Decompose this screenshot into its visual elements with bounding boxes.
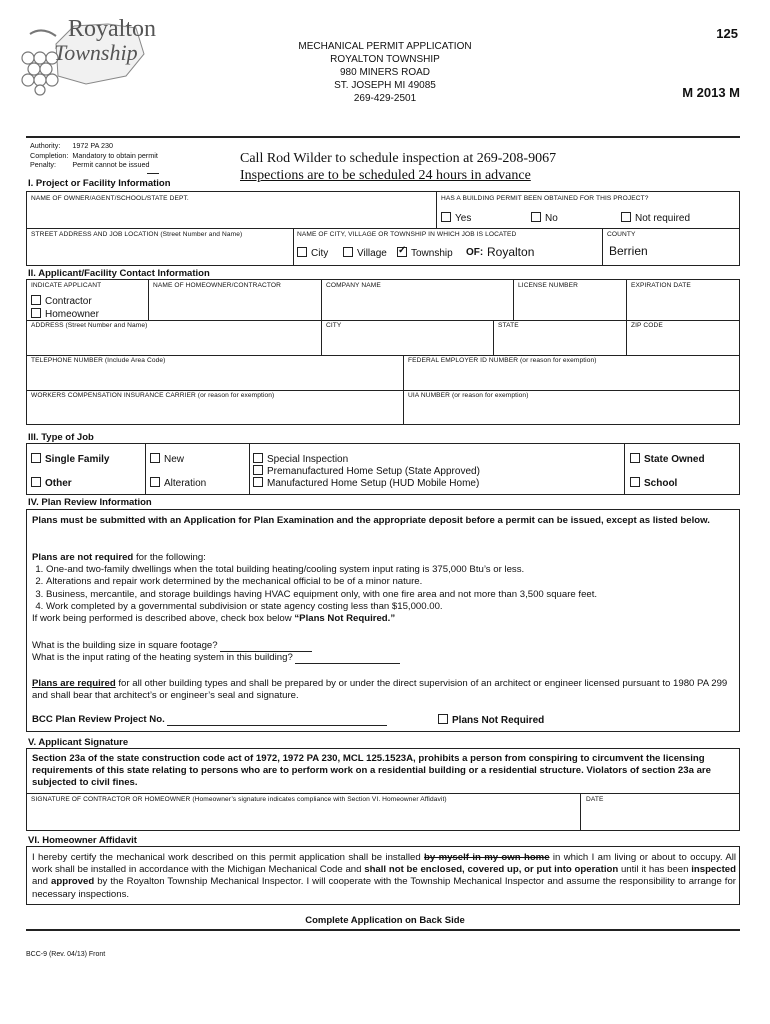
affidavit-text-1: I hereby certify the mechanical work described on this permit application shall be installed xyxy=(32,852,425,863)
premanufactured-checkbox[interactable] xyxy=(253,465,263,475)
input-rating-field[interactable] xyxy=(295,653,400,664)
penalty-value: Permit cannot be issued xyxy=(72,160,150,169)
s2-col-a xyxy=(148,279,149,320)
state-owned-label: State Owned xyxy=(644,454,705,465)
telephone-label: TELEPHONE NUMBER (Include Area Code) xyxy=(31,357,166,364)
street-address-label: STREET ADDRESS AND JOB LOCATION (Street Number and Name) xyxy=(31,231,243,238)
city-village-township-label: NAME OF CITY, VILLAGE OR TOWNSHIP IN WHICH JOB IS LOCATED xyxy=(297,231,517,238)
completion-value: Mandatory to obtain permit xyxy=(72,150,158,160)
license-number-field[interactable] xyxy=(517,292,623,318)
other-option[interactable] xyxy=(31,477,72,489)
zip-code-field[interactable] xyxy=(630,331,736,353)
header-divider xyxy=(26,136,740,138)
township-option[interactable] xyxy=(397,247,453,259)
contractor-option[interactable] xyxy=(31,295,92,307)
org-address-line2: ST. JOSEPH MI 49085 xyxy=(334,80,436,91)
permit-no-label: No xyxy=(545,213,558,224)
expiration-date-label: EXPIRATION DATE xyxy=(631,282,691,289)
alteration-option[interactable] xyxy=(150,477,206,489)
exemption-list xyxy=(32,564,736,613)
municipality-value[interactable]: Royalton xyxy=(487,245,535,259)
city-option[interactable] xyxy=(297,247,328,259)
village-option[interactable] xyxy=(343,247,387,259)
workers-comp-label: WORKERS COMPENSATION INSURANCE CARRIER (or reason for exemption) xyxy=(31,392,275,399)
plans-not-required-heading xyxy=(32,552,736,564)
zip-code-label: ZIP CODE xyxy=(631,322,663,329)
building-size-field[interactable] xyxy=(220,641,312,652)
exemption-item: 2. Alterations and repair work determined by the mechanical official to be of a minor nature. xyxy=(46,576,736,588)
homeowner-checkbox[interactable] xyxy=(31,308,41,318)
township-option-label: Township xyxy=(411,248,453,259)
plans-not-required-checkbox[interactable] xyxy=(438,714,448,724)
village-checkbox[interactable] xyxy=(343,247,353,257)
penalty-label: Penalty: xyxy=(30,160,56,169)
section5-title: V. Applicant Signature xyxy=(28,737,129,748)
section1-col-divider3 xyxy=(602,228,603,266)
indicate-applicant-label: INDICATE APPLICANT xyxy=(31,282,102,289)
permit-yes-option[interactable] xyxy=(441,212,471,224)
city-field[interactable] xyxy=(325,331,490,353)
call-note-line2: Inspections are to be scheduled 24 hours in advance xyxy=(240,168,531,183)
section1-title: I. Project or Facility Information xyxy=(28,178,171,189)
if-work-text: If work being performed is described above, check box below xyxy=(32,613,295,625)
plans-not-required-option-label: Plans Not Required xyxy=(452,715,545,726)
section6-title: VI. Homeowner Affidavit xyxy=(28,835,137,846)
homeowner-option-label: Homeowner xyxy=(45,309,99,320)
section3-title: III. Type of Job xyxy=(28,432,94,443)
of-label: OF: xyxy=(466,247,484,258)
form-header xyxy=(260,40,510,105)
input-rating-label: What is the input rating of the heating system in this building? xyxy=(32,652,293,663)
logo-text-township: Township xyxy=(54,40,138,65)
village-option-label: Village xyxy=(357,248,387,259)
form-title: MECHANICAL PERMIT APPLICATION xyxy=(298,41,472,52)
fein-field[interactable] xyxy=(407,366,736,388)
new-checkbox[interactable] xyxy=(150,453,160,463)
permit-not-required-checkbox[interactable] xyxy=(621,212,631,222)
homeowner-contractor-name-field[interactable] xyxy=(152,292,318,318)
s3-col-a xyxy=(145,443,146,495)
permit-no-checkbox[interactable] xyxy=(531,212,541,222)
s2-col-e xyxy=(493,320,494,355)
permit-yes-checkbox[interactable] xyxy=(441,212,451,222)
dash-mark xyxy=(147,173,159,174)
affidavit-not-enclosed: shall not be enclosed, covered up, or put into operation xyxy=(364,864,619,876)
affidavit-inspected: inspected xyxy=(691,864,736,876)
state-owned-option[interactable] xyxy=(630,453,705,465)
special-inspection-checkbox[interactable] xyxy=(253,453,263,463)
affidavit-approved: approved xyxy=(51,876,95,888)
special-inspection-label: Special Inspection xyxy=(267,454,349,465)
signature-label: SIGNATURE OF CONTRACTOR OR HOMEOWNER (Homeowner’s signature indicates compliance with Section VI. Homeowner Affidavit) xyxy=(31,796,447,803)
logo-text-royalton: Royalton xyxy=(68,16,156,42)
section2-row1-divider xyxy=(26,320,740,321)
uia-label: UIA NUMBER (or reason for exemption) xyxy=(408,392,529,399)
new-label: New xyxy=(164,454,185,465)
manufactured-label: Manufactured Home Setup (HUD Mobile Home) xyxy=(267,478,480,489)
plans-required-lead: Plans are required xyxy=(32,678,116,689)
permit-not-required-option[interactable] xyxy=(621,212,690,224)
contractor-checkbox[interactable] xyxy=(31,295,41,305)
license-number-label: LICENSE NUMBER xyxy=(518,282,579,289)
bcc-project-field[interactable] xyxy=(167,715,387,726)
s2-col-c xyxy=(513,279,514,320)
permit-question-label: HAS A BUILDING PERMIT BEEN OBTAINED FOR THIS PROJECT? xyxy=(441,195,649,202)
homeowner-contractor-name-label: NAME OF HOMEOWNER/CONTRACTOR xyxy=(153,282,281,289)
city-label: CITY xyxy=(326,322,342,329)
manufactured-option[interactable] xyxy=(253,477,479,489)
uia-field[interactable] xyxy=(407,401,736,423)
single-family-checkbox[interactable] xyxy=(31,453,41,463)
section1-row-divider xyxy=(26,228,740,229)
authority-value: 1972 PA 230 xyxy=(72,141,113,150)
state-label: STATE xyxy=(498,322,519,329)
affidavit-own-home: by myself in my own home xyxy=(424,852,550,863)
form-id: BCC-9 (Rev. 04/13) Front xyxy=(26,951,106,958)
completion-label: Completion: xyxy=(30,150,69,160)
s2-col-d xyxy=(626,279,627,355)
county-label: COUNTY xyxy=(607,231,636,238)
contractor-option-label: Contractor xyxy=(45,296,92,307)
company-name-field[interactable] xyxy=(325,292,510,318)
authority-label: Authority: xyxy=(30,141,61,150)
school-label: School xyxy=(644,478,678,489)
plans-not-required-rest: for the following: xyxy=(133,552,206,563)
alteration-checkbox[interactable] xyxy=(150,477,160,487)
workers-comp-field[interactable] xyxy=(30,401,400,423)
bcc-project-label: BCC Plan Review Project No. xyxy=(32,714,165,725)
s2-col-f xyxy=(403,355,404,425)
exemption-item: 4. Work completed by a governmental subdivision or state agency costing less than $15,000.00. xyxy=(46,601,736,613)
section23a-warning: Section 23a of the state construction code act of 1972, 1972 PA 230, MCL 125.1523A, prohibits a person from conspiring to circumvent the licensing requirements of this state relating to persons who are to perform work on a residential building or a residential structure. Violators of section 23a are subjected to civil fines. xyxy=(32,753,712,789)
affidavit-text-9: by the Royalton Township Mechanical Inspector. I will cooperate with the Township Mechanical Inspector and assume the responsibility to arrange for necessary inspections. xyxy=(32,876,736,900)
plans-not-required-quote: “Plans Not Required.” xyxy=(294,613,396,625)
owner-name-field[interactable] xyxy=(30,203,434,227)
signature-field[interactable] xyxy=(30,806,576,829)
section1-col-divider xyxy=(436,191,437,228)
homeowner-affidavit-text xyxy=(32,852,736,901)
special-inspection-option[interactable] xyxy=(253,453,348,465)
section2-row3-divider xyxy=(26,390,740,391)
s5-col-a xyxy=(580,793,581,831)
affidavit-text-3: in which I am living or about to occupy. All work shall be installed in accordance with the Michigan Mechanical Code and xyxy=(32,852,736,876)
premanufactured-option[interactable] xyxy=(253,465,480,477)
expiration-date-field[interactable] xyxy=(630,292,736,318)
building-size-question xyxy=(32,640,736,652)
complete-back-side-note: Complete Application on Back Side xyxy=(305,915,465,926)
manufactured-checkbox[interactable] xyxy=(253,477,263,487)
permit-no-option[interactable] xyxy=(531,212,558,224)
form-code: M 2013 M xyxy=(682,85,740,100)
page-number: 125 xyxy=(716,26,738,41)
street-address-field[interactable] xyxy=(30,240,290,264)
plans-not-required-option[interactable] xyxy=(438,714,544,726)
call-note-line1: Call Rod Wilder to schedule inspection at 269-208-9067 xyxy=(240,151,557,166)
exemption-item: 3. Business, mercantile, and storage buildings having HVAC equipment only, with one fire area and not more than 3,500 square feet. xyxy=(46,589,736,601)
org-name: ROYALTON TOWNSHIP xyxy=(330,54,440,65)
address-field[interactable] xyxy=(30,331,318,353)
s3-col-b xyxy=(249,443,250,495)
fein-label: FEDERAL EMPLOYER ID NUMBER (or reason for exemption) xyxy=(408,357,597,364)
telephone-field[interactable] xyxy=(30,366,400,388)
date-label: DATE xyxy=(586,796,604,803)
homeowner-option[interactable] xyxy=(31,308,99,320)
school-option[interactable] xyxy=(630,477,677,489)
township-checkbox[interactable] xyxy=(397,247,407,257)
section5-divider xyxy=(26,793,740,794)
if-work-described xyxy=(32,613,736,625)
affidavit-text-7: and xyxy=(32,876,52,888)
exemption-item: 1. One-and two-family dwellings when the total building heating/cooling system input rating is 375,000 Btu’s or less. xyxy=(46,564,736,576)
state-field[interactable] xyxy=(497,331,623,353)
input-rating-question xyxy=(32,652,736,664)
section2-row2-divider xyxy=(26,355,740,356)
alteration-label: Alteration xyxy=(164,478,207,489)
state-owned-checkbox[interactable] xyxy=(630,453,640,463)
s3-col-c xyxy=(624,443,625,495)
section4-title: IV. Plan Review Information xyxy=(28,497,152,508)
city-checkbox[interactable] xyxy=(297,247,307,257)
org-address-line1: 980 MINERS ROAD xyxy=(339,67,431,78)
county-value[interactable]: Berrien xyxy=(609,244,648,258)
township-logo xyxy=(16,14,176,96)
plans-required-paragraph xyxy=(32,678,736,702)
premanufactured-label: Premanufactured Home Setup (State Approved) xyxy=(267,466,480,477)
section2-title: II. Applicant/Facility Contact Information xyxy=(28,268,210,279)
plans-not-required-lead: Plans are not required xyxy=(32,552,134,563)
other-label: Other xyxy=(45,478,72,489)
inspection-call-note xyxy=(240,150,556,184)
building-size-label: What is the building size in square footage? xyxy=(32,640,218,651)
footer-divider xyxy=(26,929,740,931)
org-phone: 269-429-2501 xyxy=(353,93,417,104)
school-checkbox[interactable] xyxy=(630,477,640,487)
plans-not-required-block xyxy=(32,552,736,625)
single-family-label: Single Family xyxy=(45,454,110,465)
city-option-label: City xyxy=(311,248,329,259)
permit-not-required-label: Not required xyxy=(635,213,691,224)
company-name-label: COMPANY NAME xyxy=(326,282,381,289)
plans-required-rest: for all other building types and shall be prepared by or under the direct supervision of an architect or engineer licensed pursuant to 1980 PA 299 and shall bear that architect’s or engineer’s seal and signature. xyxy=(32,678,728,702)
owner-name-label: NAME OF OWNER/AGENT/SCHOOL/STATE DEPT. xyxy=(31,195,189,202)
authority-block xyxy=(30,141,162,170)
address-label: ADDRESS (Street Number and Name) xyxy=(31,322,148,329)
section1-col-divider2 xyxy=(293,228,294,266)
other-checkbox[interactable] xyxy=(31,477,41,487)
s2-col-b xyxy=(321,279,322,355)
affidavit-text-5: until it has been xyxy=(618,864,692,876)
permit-yes-label: Yes xyxy=(455,213,472,224)
bcc-project-row xyxy=(32,714,736,726)
single-family-option[interactable] xyxy=(31,453,109,465)
plan-review-intro: Plans must be submitted with an Application for Plan Examination and the appropriate deposit before a permit can be issued, except as listed below. xyxy=(32,515,710,526)
date-field[interactable] xyxy=(585,806,736,829)
new-option[interactable] xyxy=(150,453,184,465)
